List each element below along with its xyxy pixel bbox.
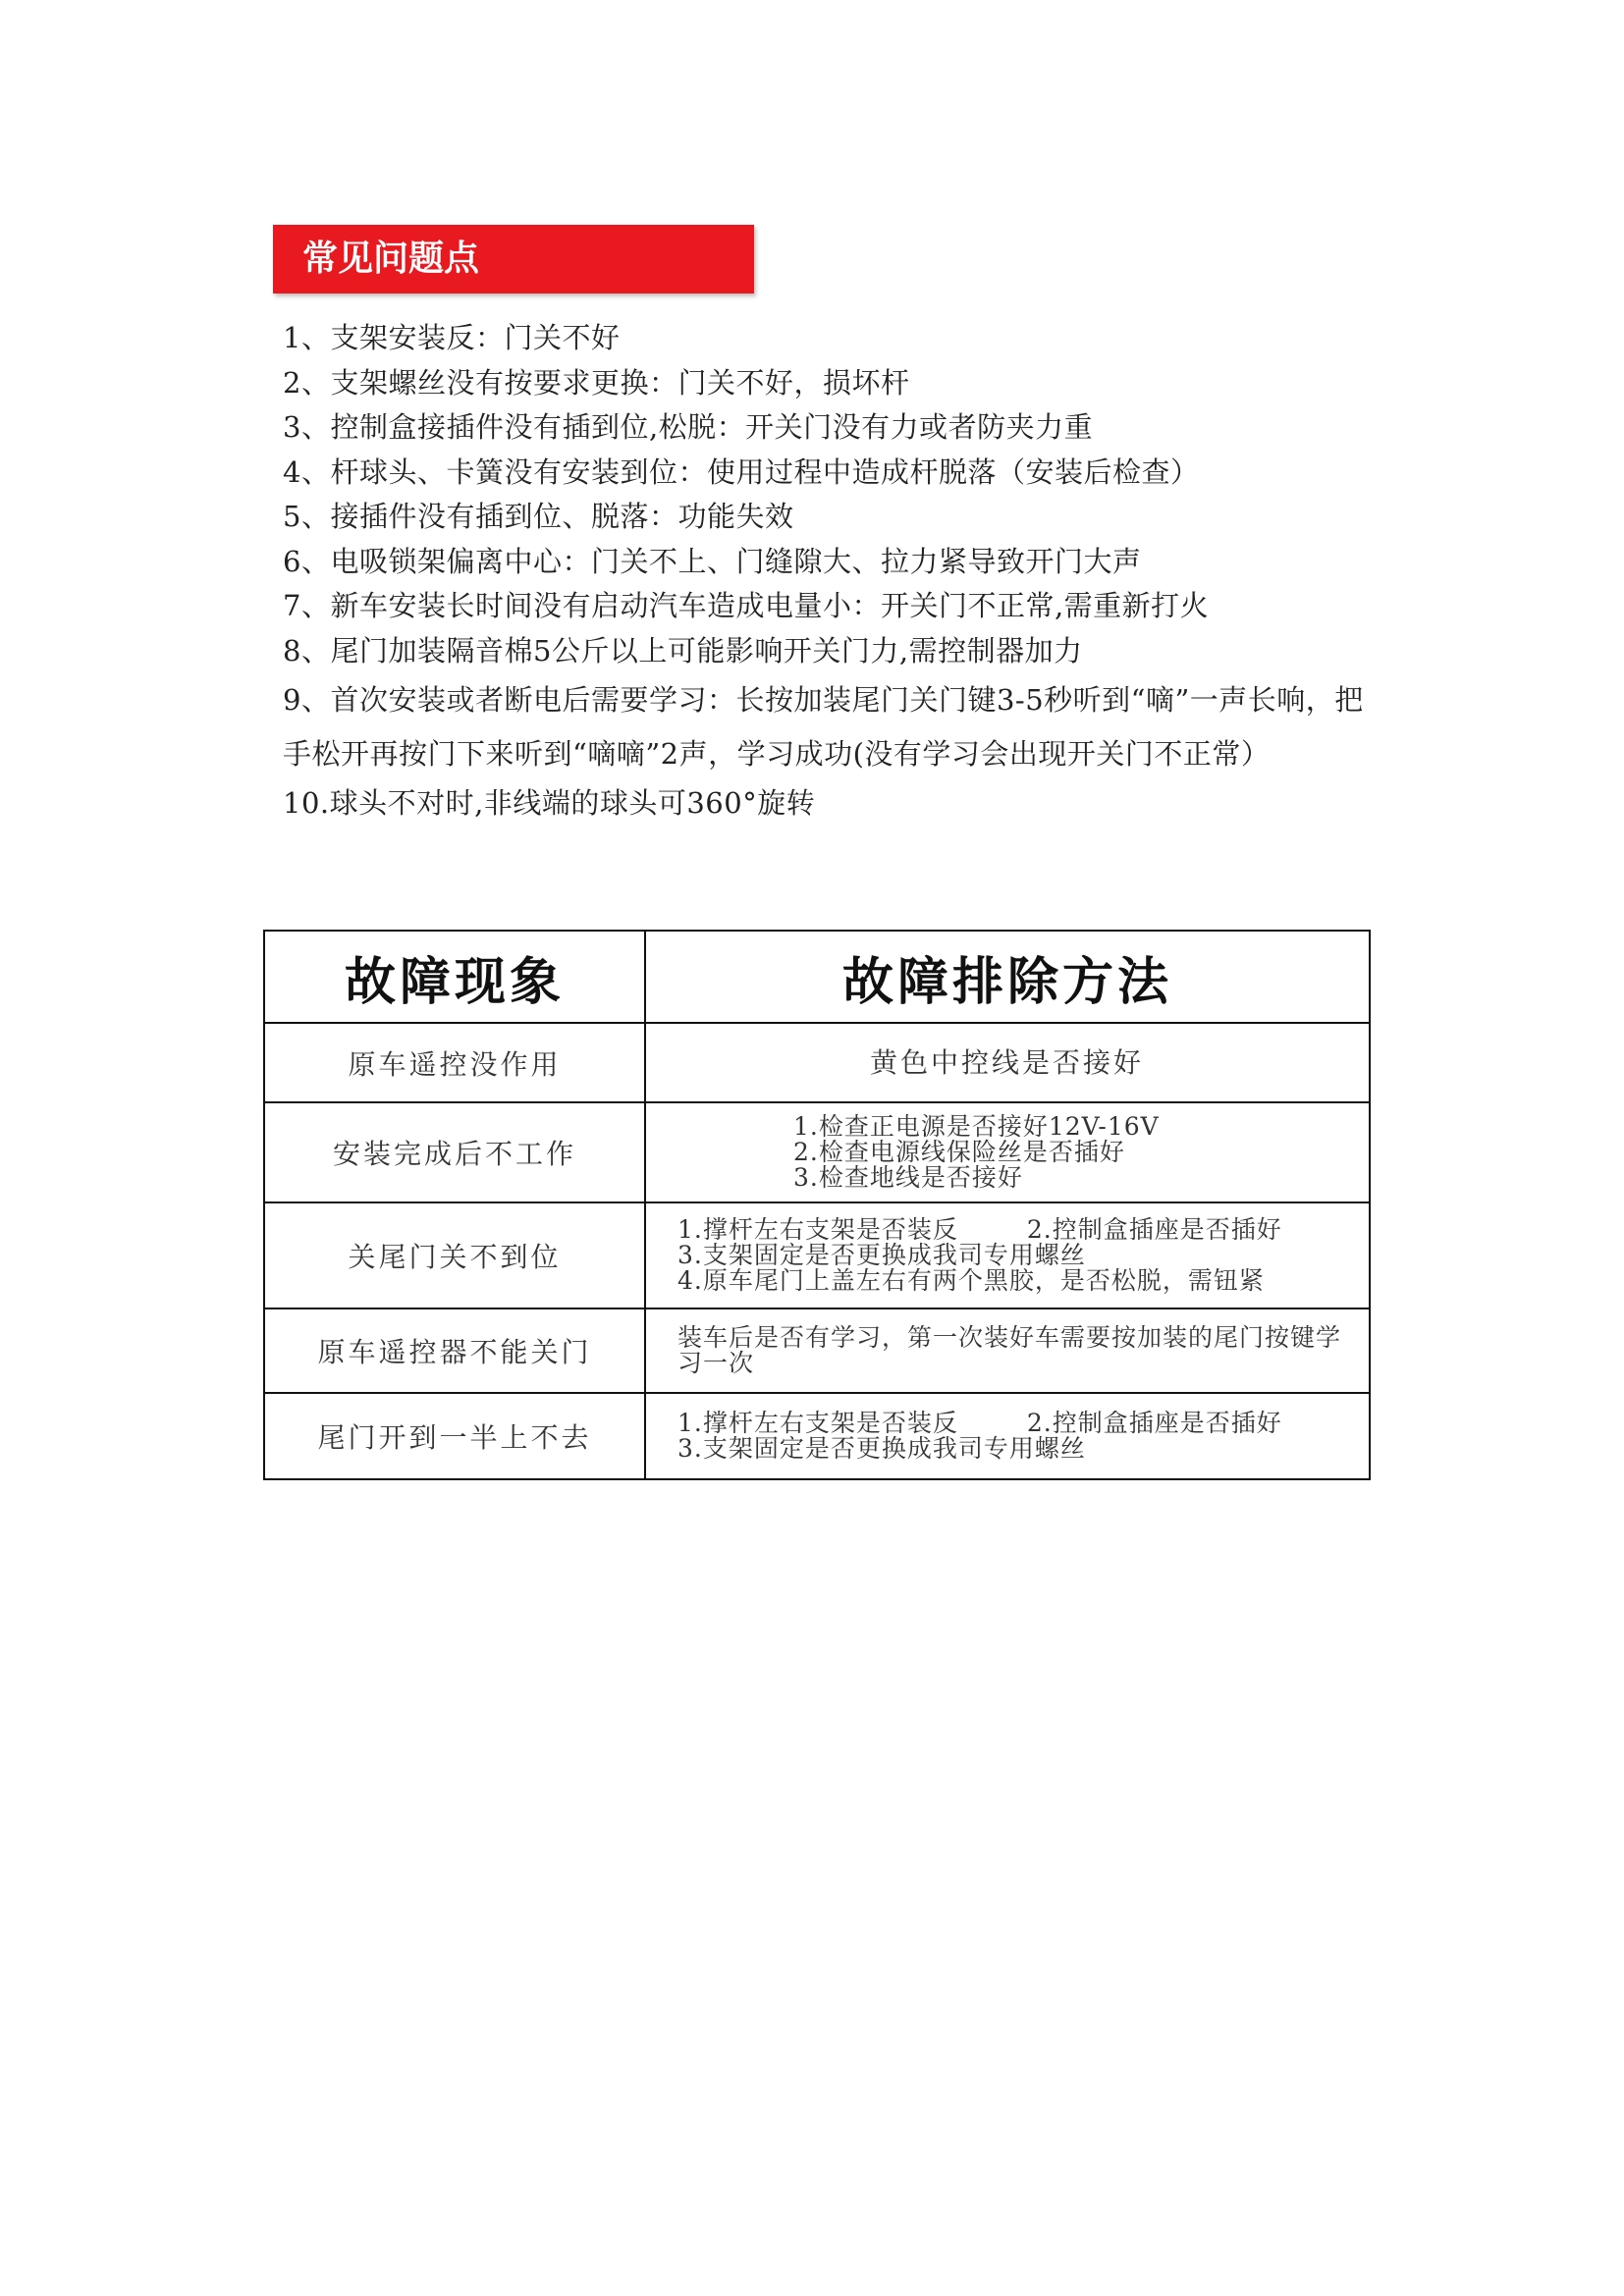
solution-line: 黄色中控线是否接好 [869,1045,1144,1079]
symptom-cell: 原车遥控器不能关门 [264,1308,645,1393]
issue-item: 7、新车安装长时间没有启动汽车造成电量小：开关门不正常,需重新打火 [283,589,1210,622]
issues-list [283,316,1392,827]
solution-cell [645,1023,1370,1102]
issue-item: 6、电吸锁架偏离中心：门关不上、门缝隙大、拉力紧导致开门大声 [283,544,1142,578]
solution-line: 3.检查地线是否接好 [793,1163,1023,1192]
table-row [264,1023,1370,1102]
fault-table [263,930,1371,1480]
header-symptom: 故障现象 [264,931,645,1023]
solution-cell [645,1202,1370,1308]
table-row [264,1202,1370,1308]
solution-line: 1.撑杆左右支架是否装反 [677,1215,958,1244]
solution-line: 2.控制盒插座是否插好 [1026,1409,1282,1437]
issue-item: 8、尾门加装隔音棉5公斤以上可能影响开关门力,需控制器加力 [283,633,1083,667]
symptom-cell: 安装完成后不工作 [264,1102,645,1202]
table-row [264,1308,1370,1393]
issue-item: 10.球头不对时,非线端的球头可360°旋转 [283,786,816,820]
solution-cell [645,1393,1370,1479]
issue-item: 2、支架螺丝没有按要求更换：门关不好，损坏杆 [283,365,910,400]
issue-item: 5、接插件没有插到位、脱落：功能失效 [283,500,794,533]
solution-line: 1.检查正电源是否接好12V-16V [793,1112,1160,1141]
solution-line: 3.支架固定是否更换成我司专用螺丝 [677,1241,1086,1269]
solution-line: 3.支架固定是否更换成我司专用螺丝 [677,1434,1086,1463]
section-title: 常见问题点 [302,239,480,279]
table-row [264,1393,1370,1479]
symptom-cell: 关尾门关不到位 [264,1202,645,1308]
header-solution: 故障排除方法 [645,931,1370,1023]
section-title-banner [273,225,754,294]
solution-line: 装车后是否有学习，第一次装好车需要按加装的尾门按键学习一次 [677,1323,1342,1377]
issue-item: 4、杆球头、卡簧没有安装到位：使用过程中造成杆脱落（安装后检查） [283,454,1200,489]
solution-cell [645,1102,1370,1202]
symptom-cell: 原车遥控没作用 [264,1023,645,1102]
solution-line: 2.检查电源线保险丝是否插好 [793,1138,1125,1166]
solution-line: 2.控制盒插座是否插好 [1026,1215,1282,1244]
table-row [264,1102,1370,1202]
issue-item: 3、控制盒接插件没有插到位,松脱：开关门没有力或者防夹力重 [283,410,1094,444]
symptom-cell: 尾门开到一半上不去 [264,1393,645,1479]
solution-cell [645,1308,1370,1393]
issue-item: 9、首次安装或者断电后需要学习：长按加装尾门关门键3-5秒听到“嘀”一声长响，把手松开再按门下来听到“嘀嘀”2声，学习成功(没有学习会出现开关门不正常） [283,683,1364,771]
fault-table-header [264,931,1370,1023]
issue-item: 1、支架安装反：门关不好 [283,321,621,354]
solution-line: 1.撑杆左右支架是否装反 [677,1409,958,1437]
solution-line: 4.原车尾门上盖左右有两个黑胶，是否松脱，需钮紧 [677,1266,1265,1295]
